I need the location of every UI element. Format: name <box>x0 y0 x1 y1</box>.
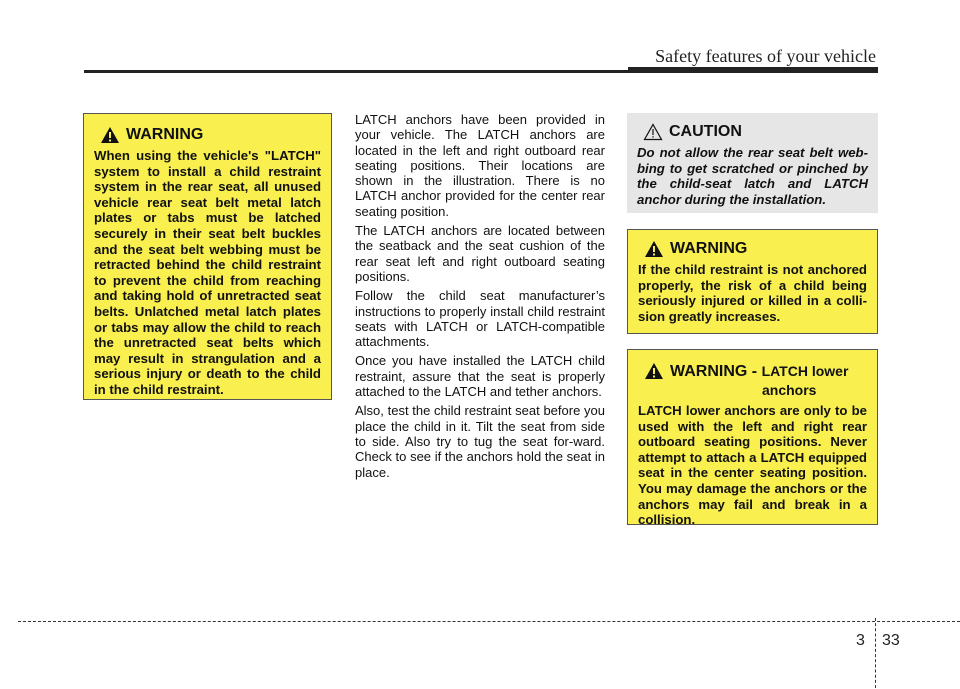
latch-title-group <box>670 362 848 399</box>
header-rule-thick <box>628 67 878 72</box>
section-title: Safety features of your vehicle <box>655 46 876 66</box>
warning-title: WARNING <box>126 126 204 143</box>
paragraph-3: Follow the child seat manufacturer’s instructions to properly install child restraint seats with LATCH or LATCH-compatible attachments. <box>355 288 605 350</box>
warning-heading <box>94 126 321 144</box>
warning-subtitle: LATCH lower <box>761 363 849 379</box>
warning-body: When using the vehicle's "LATCH" system to install a child restraint system in the rear seat, all unused vehicle rear seat belt metal latch plates or tabs must be latched securely in their seat belt buckles and the seat belt webbing must be retracted behind the child restraint to prevent the child from reaching and taking hold of unretracted seat belts. Unlatched metal latch plates or tabs may allow the child to reach the unretracted seat belts which may result in strangulation and a serious injury or death to the child in the child restraint. <box>94 148 321 397</box>
warning-subtitle-line2: anchors <box>762 382 817 398</box>
footer-rule <box>18 621 960 622</box>
footer-divider <box>875 618 876 688</box>
paragraph-4: Once you have installed the LATCH child restraint, assure that the seat is properly attached to the LATCH and tether anchors. <box>355 353 605 400</box>
paragraph-2: The LATCH anchors are located between the seatback and the seat cushion of the rear seat left and right outboard seating positions. <box>355 223 605 284</box>
warning-body: If the child restraint is not anchored properly, the risk of a child being seriously injured or killed in a colli-sion greatly increases. <box>638 262 867 324</box>
warning-title: WARNING <box>670 240 748 257</box>
warning-triangle-icon <box>644 240 664 258</box>
page-number: 33 <box>882 632 900 649</box>
warning-box-latch-system <box>83 113 332 400</box>
main-text-column <box>355 112 605 484</box>
caution-heading <box>637 123 868 141</box>
warning-triangle-icon <box>644 362 664 380</box>
warning-box-latch-lower-anchors <box>627 349 878 528</box>
warning-body: LATCH lower anchors are only to be used with the left and right rear outboard seating positions. Never attempt to attach a LATCH equipped seat in the center seating position. You may damage the anchors or the anchors may fail and break in a collision. <box>638 403 867 528</box>
warning-box-anchoring <box>627 229 878 334</box>
paragraph-1: LATCH anchors have been provided in your vehicle. The LATCH anchors are located in the left and right outboard rear seating positions. Their locations are shown in the illustration. There is no LATCH anchor provided for the center rear seating position. <box>355 112 605 219</box>
warning-heading <box>638 362 867 399</box>
caution-box <box>627 113 878 213</box>
caution-title: CAUTION <box>669 123 742 140</box>
warning-triangle-icon <box>100 126 120 144</box>
warning-title: WARNING - <box>670 363 758 380</box>
caution-body: Do not allow the rear seat belt web-bing to get scratched or pinched by the child-seat latch and LATCH anchor during the installation. <box>637 145 868 207</box>
paragraph-5: Also, test the child restraint seat before you place the child in it. Tilt the seat from side to side. Also try to tug the seat for-ward. Check to see if the anchors hold the seat in place. <box>355 403 605 480</box>
chapter-number: 3 <box>856 632 865 649</box>
warning-heading <box>638 240 867 258</box>
caution-triangle-icon <box>643 123 663 141</box>
